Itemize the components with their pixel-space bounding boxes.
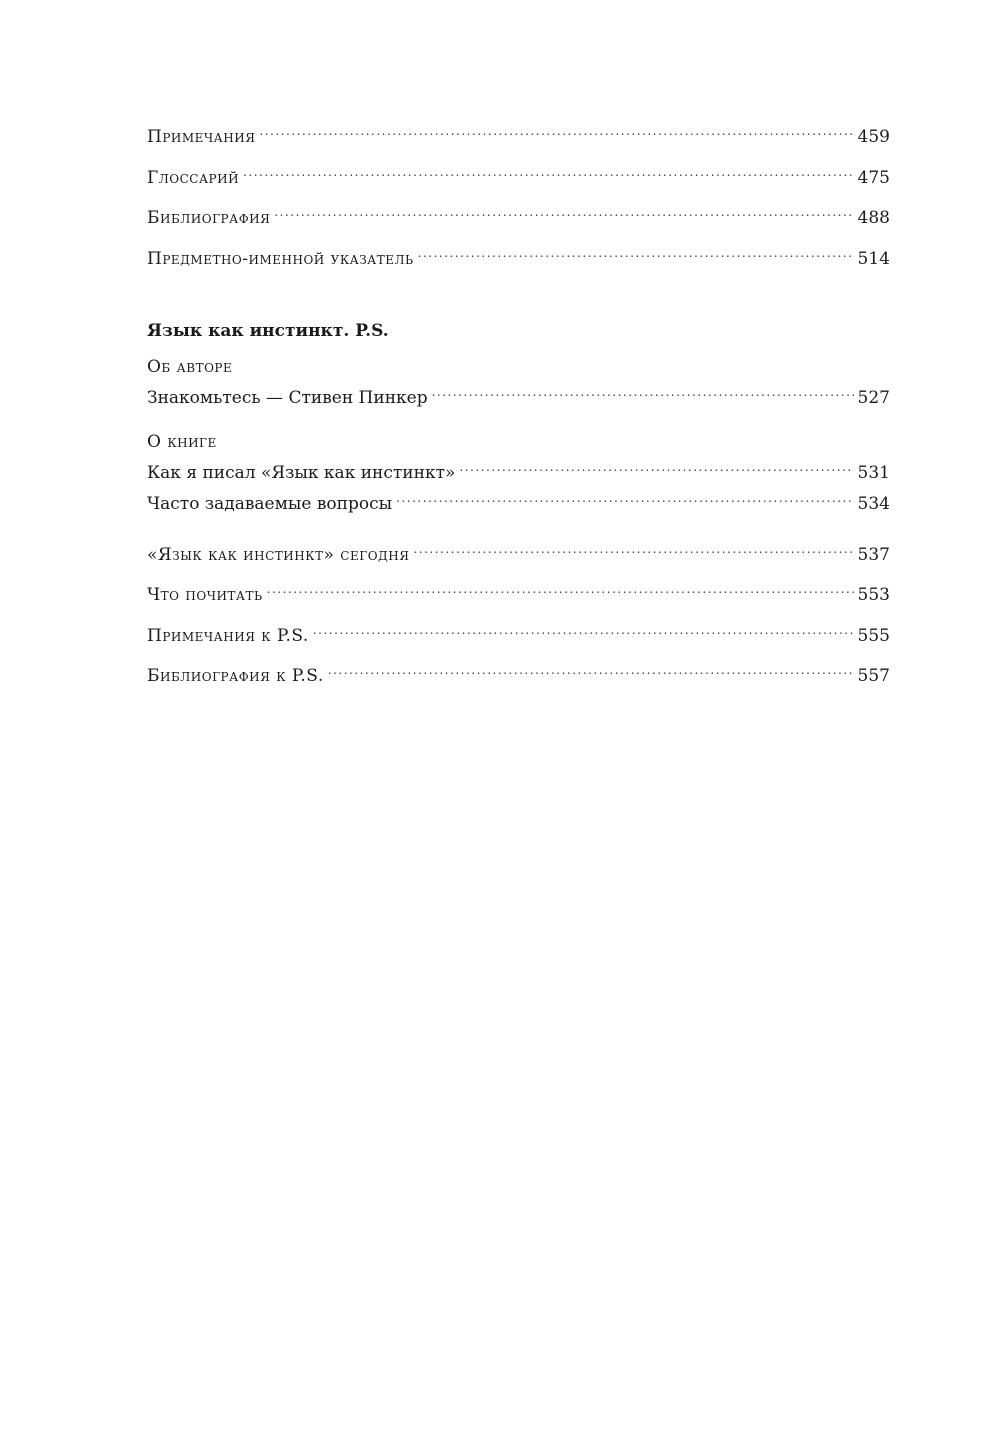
toc-entry-notes[interactable] — [147, 118, 890, 149]
toc-entry-title: Примечания — [147, 127, 256, 147]
dot-leader — [432, 379, 854, 403]
about-book-group — [147, 430, 890, 516]
toc-entry-how-written[interactable] — [147, 454, 890, 485]
dot-leader — [243, 159, 853, 183]
toc-entry-page: 527 — [857, 387, 890, 408]
toc-main-group — [147, 118, 890, 271]
toc-entry-title: Библиография к P.S. — [147, 666, 324, 686]
toc-entry-title: «Язык как инстинкт» сегодня — [147, 544, 410, 565]
dot-leader — [413, 536, 853, 560]
toc-entry-bibliography[interactable] — [147, 199, 890, 230]
toc-entry-page: 531 — [857, 462, 890, 483]
toc-entry-further-reading[interactable] — [147, 576, 890, 607]
toc-entry-page: 459 — [857, 127, 890, 147]
about-author-group — [147, 355, 890, 410]
toc-entry-page: 488 — [857, 208, 890, 228]
toc-entry-page: 514 — [857, 248, 890, 269]
toc-entry-title: Как я писал «Язык как инстинкт» — [147, 462, 456, 483]
dot-leader — [396, 485, 853, 509]
toc-entry-title: Предметно-именной указатель — [147, 248, 414, 269]
toc-entry-page: 555 — [857, 625, 890, 646]
dot-leader — [313, 617, 854, 641]
toc-entry-glossary[interactable] — [147, 159, 890, 190]
toc-entry-title: Примечания к P.S. — [147, 625, 309, 646]
toc-entry-index[interactable] — [147, 240, 890, 271]
toc-entry-page: 534 — [857, 493, 890, 514]
about-author-label: Об авторе — [147, 356, 233, 377]
dot-leader — [274, 199, 853, 223]
toc-entry-title: Часто задаваемые вопросы — [147, 493, 393, 514]
toc-entry-meet-author[interactable] — [147, 379, 890, 410]
toc-entry-faq[interactable] — [147, 485, 890, 516]
ps-more-group — [147, 536, 890, 689]
dot-leader — [267, 576, 854, 600]
toc-entry-page: 537 — [857, 544, 890, 565]
toc-entry-ps-notes[interactable] — [147, 617, 890, 648]
dot-leader — [418, 240, 854, 264]
toc-entry-ps-bibliography[interactable] — [147, 657, 890, 688]
toc-entry-title: Глоссарий — [147, 167, 240, 188]
dot-leader — [259, 118, 853, 142]
toc-entry-page: 553 — [857, 585, 890, 605]
toc-entry-today[interactable] — [147, 536, 890, 567]
toc-entry-page: 475 — [857, 167, 890, 188]
toc-entry-page: 557 — [857, 666, 890, 686]
toc-entry-title: Что почитать — [147, 585, 263, 605]
table-of-contents — [147, 118, 890, 698]
ps-section-heading: Язык как инстинкт. P.S. — [147, 320, 389, 341]
toc-entry-title: Библиография — [147, 208, 271, 228]
dot-leader — [459, 454, 853, 478]
toc-entry-title: Знакомьтесь — Стивен Пинкер — [147, 387, 428, 408]
dot-leader — [328, 657, 854, 681]
about-book-label: О книге — [147, 431, 217, 452]
